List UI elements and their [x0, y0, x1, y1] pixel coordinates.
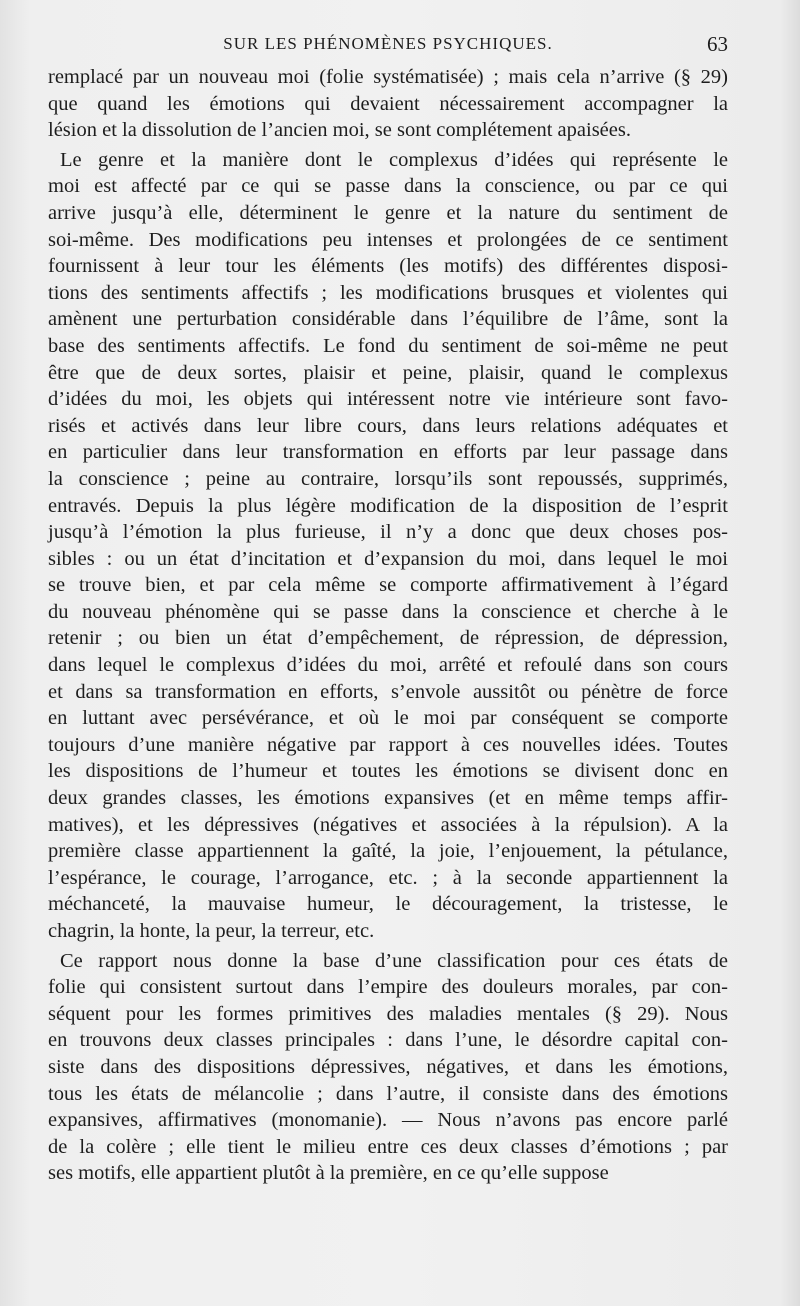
text-line: jusqu’à l’émotion la plus furieuse, il n’y a donc que deux choses pos-: [48, 521, 728, 544]
page-number: 63: [707, 32, 728, 56]
running-title: SUR LES PHÉNOMÈNES PSYCHIQUES.: [223, 34, 553, 53]
text-line: Ce rapport nous donne la base d’une classification pour ces états de: [60, 949, 728, 972]
text-line: chagrin, la honte, la peur, la terreur, etc.: [48, 920, 375, 942]
text-line: soi-même. Des modifications peu intenses et prolongées de ce sentiment: [48, 228, 728, 251]
body-text: [48, 64, 728, 1187]
text-line: en particulier dans leur transformation en efforts par leur passage dans: [48, 441, 728, 464]
text-line: folie qui consistent surtout dans l’empire des douleurs morales, par con-: [48, 976, 728, 999]
text-line: fournissent à leur tour les éléments (les motifs) des différentes disposi-: [48, 255, 728, 278]
text-line: en trouvons deux classes principales : dans l’une, le désordre capital con-: [48, 1029, 728, 1052]
text-line: entravés. Depuis la plus légère modification de la disposition de l’esprit: [48, 494, 728, 517]
text-line: risés et activés dans leur libre cours, dans leurs relations adéquates et: [48, 414, 728, 437]
text-line: du nouveau phénomène qui se passe dans la conscience et cherche à le: [48, 600, 728, 623]
text-line: ses motifs, elle appartient plutôt à la première, en ce qu’elle suppose: [48, 1162, 609, 1185]
page-header: [48, 32, 728, 62]
text-line: être que de deux sortes, plaisir et peine, plaisir, quand le complexus: [48, 361, 728, 384]
paragraph: [48, 948, 728, 1187]
text-line: amènent une perturbation considérable dans l’équilibre de l’âme, sont la: [48, 308, 728, 331]
text-line: sibles : ou un état d’incitation et d’expansion du moi, dans lequel le moi: [48, 547, 728, 570]
text-line: les dispositions de l’humeur et toutes les émotions se divisent donc en: [48, 760, 728, 783]
text-line: tions des sentiments affectifs ; les modifications brusques et violentes qui: [48, 281, 728, 304]
text-line: de la colère ; elle tient le milieu entre ces deux classes d’émotions ; par: [48, 1135, 728, 1158]
text-line: deux grandes classes, les émotions expansives (et en même temps affir-: [48, 787, 728, 810]
text-line: séquent pour les formes primitives des maladies mentales (§ 29). Nous: [48, 1002, 728, 1025]
paragraph: [48, 64, 728, 144]
text-line: toujours d’une manière négative par rapport à ces nouvelles idées. Toutes: [48, 733, 728, 756]
text-line: retenir ; ou bien un état d’empêchement, de répression, de dépression,: [48, 627, 728, 650]
text-line: dans lequel le complexus d’idées du moi, arrêté et refoulé dans son cours: [48, 654, 728, 677]
text-line: moi est affecté par ce qui se passe dans la conscience, ou par ce qui: [48, 175, 728, 198]
text-line: en luttant avec persévérance, et où le moi par conséquent se comporte: [48, 707, 728, 730]
text-line: que quand les émotions qui devaient nécessairement accompagner la: [48, 92, 728, 115]
paragraph: [48, 147, 728, 945]
text-line: matives), et les dépressives (négatives et associées à la répulsion). A la: [48, 813, 728, 836]
text-line: lésion et la dissolution de l’ancien moi, se sont complétement apaisées.: [48, 119, 631, 142]
text-line: tous les états de mélancolie ; dans l’autre, il consiste dans des émotions: [48, 1082, 728, 1105]
text-line: et dans sa transformation en efforts, s’envole aussitôt ou pénètre de force: [48, 680, 728, 703]
text-line: d’idées du moi, les objets qui intéressent notre vie intérieure sont favo-: [48, 388, 728, 411]
text-line: méchanceté, la mauvaise humeur, le découragement, la tristesse, le: [48, 893, 728, 916]
text-line: Le genre et la manière dont le complexus d’idées qui représente le: [60, 148, 728, 171]
text-line: arrive jusqu’à elle, déterminent le genre et la nature du sentiment de: [48, 201, 728, 224]
text-line: se trouve bien, et par cela même se comporte affirmativement à l’égard: [48, 574, 728, 597]
text-line: l’espérance, le courage, l’arrogance, etc. ; à la seconde appartiennent la: [48, 866, 728, 889]
text-line: base des sentiments affectifs. Le fond du sentiment de soi-même ne peut: [48, 334, 728, 357]
text-line: expansives, affirmatives (monomanie). — Nous n’avons pas encore parlé: [48, 1109, 728, 1132]
text-line: la conscience ; peine au contraire, lorsqu’ils sont repoussés, supprimés,: [48, 467, 728, 490]
text-line: siste dans des dispositions dépressives, négatives, et dans les émotions,: [48, 1055, 728, 1078]
text-line: remplacé par un nouveau moi (folie systématisée) ; mais cela n’arrive (§ 29): [48, 66, 728, 88]
text-line: première classe appartiennent la gaîté, la joie, l’enjouement, la pétulance,: [48, 840, 728, 863]
